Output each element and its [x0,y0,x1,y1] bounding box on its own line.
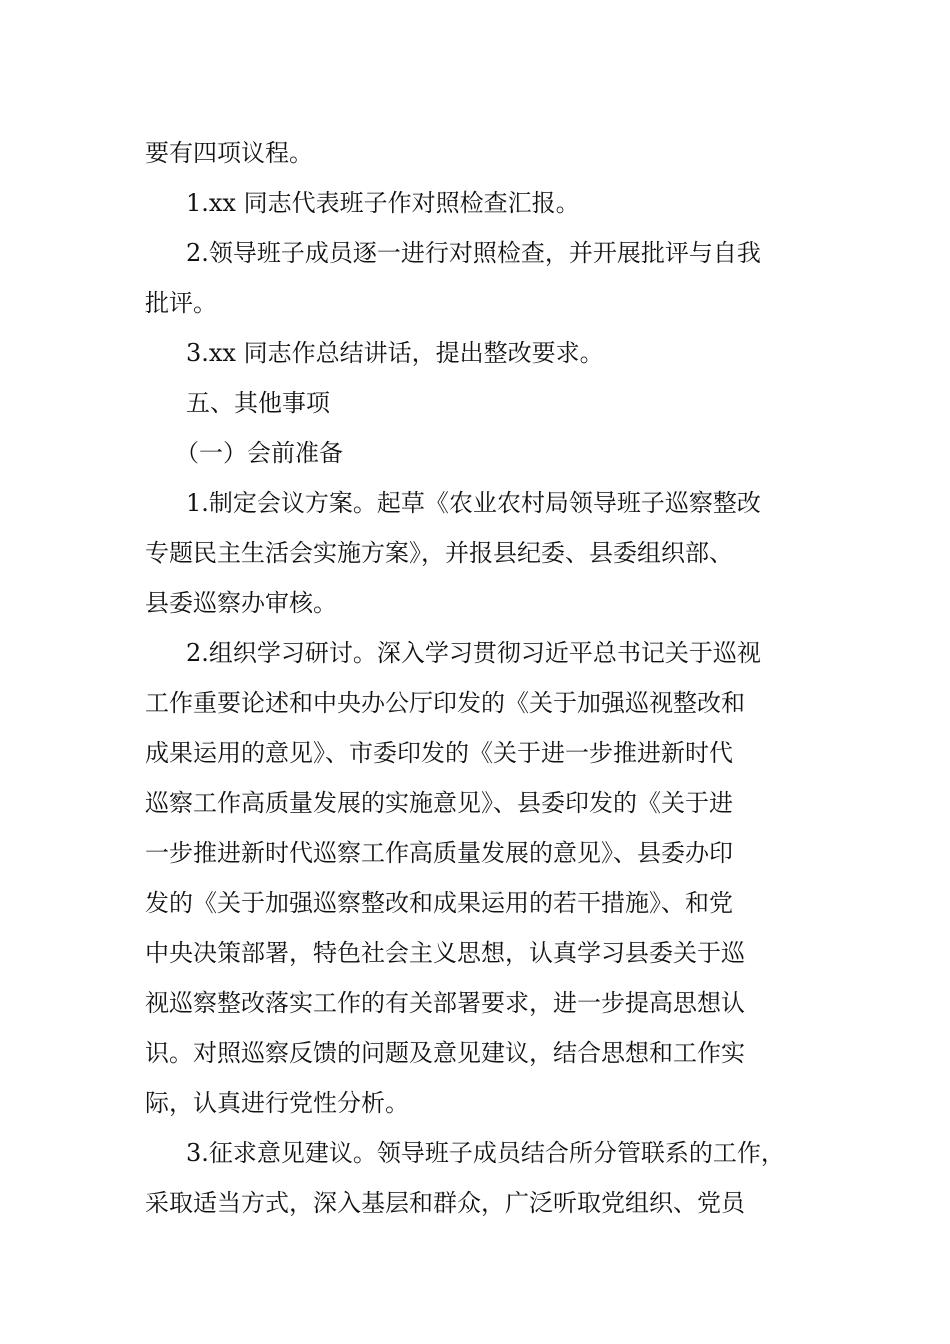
document-body [145,128,805,1228]
text-line: 识。对照巡察反馈的问题及意见建议，结合思想和工作实 [145,1039,745,1067]
text-line: 1.xx 同志代表班子作对照检查汇报。 [186,189,580,217]
text-line: 专题民主生活会实施方案》，并报县纪委、县委组织部、 [145,539,733,567]
text-line: 3.征求意见建议。领导班子成员结合所分管联系的工作， [186,1139,785,1167]
text-line: 2.组织学习研讨。深入学习贯彻习近平总书记关于巡视 [186,639,761,667]
text-line: 2.领导班子成员逐一进行对照检查，并开展批评与自我 [186,239,761,267]
text-line: 成果运用的意见》、市委印发的《关于进一步推进新时代 [145,739,733,767]
subsection-heading: （一）会前准备 [175,439,343,467]
text-line: 巡察工作高质量发展的实施意见》、县委印发的《关于进 [145,789,733,817]
text-line: 要有四项议程。 [145,139,313,167]
text-line: 际，认真进行党性分析。 [145,1089,409,1117]
text-line: 视巡察整改落实工作的有关部署要求，进一步提高思想认 [145,989,745,1017]
text-line: 3.xx 同志作总结讲话，提出整改要求。 [186,339,604,367]
text-line: 发的《关于加强巡察整改和成果运用的若干措施》、和党 [145,889,733,917]
text-line: 一步推进新时代巡察工作高质量发展的意见》、县委办印 [145,839,733,867]
text-line: 1.制定会议方案。起草《农业农村局领导班子巡察整改 [186,489,761,517]
text-line: 批评。 [145,289,217,317]
text-line: 县委巡察办审核。 [145,589,337,617]
text-line: 中央决策部署，特色社会主义思想，认真学习县委关于巡 [145,939,745,967]
text-line: 采取适当方式，深入基层和群众，广泛听取党组织、党员 [145,1189,745,1217]
section-heading: 五、其他事项 [186,389,330,417]
text-line: 工作重要论述和中央办公厅印发的《关于加强巡视整改和 [145,689,745,717]
